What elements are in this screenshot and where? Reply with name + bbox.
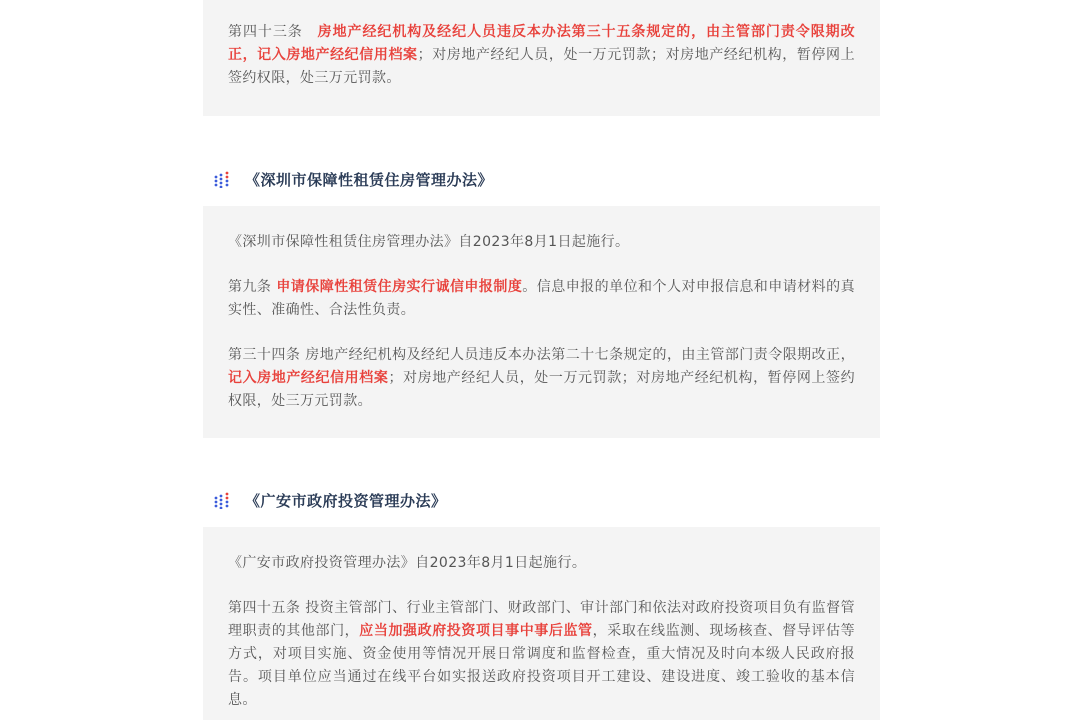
content-box-top bbox=[203, 0, 880, 116]
paragraph-article-45 bbox=[228, 597, 855, 712]
dots-icon bbox=[213, 170, 231, 188]
paragraph-effective-date: 《深圳市保障性租赁住房管理办法》自2023年8月1日起施行。 bbox=[228, 234, 630, 250]
highlight-text: 房地产经纪机构及经纪人员违反本办法第三十五条规定的，由主管部门责令限期改正，记入房地产经纪信用档案 bbox=[228, 24, 855, 63]
content-box-shenzhen bbox=[203, 206, 880, 438]
article-rest: 。信息申报的单位和个人对申报信息和申请材料的真实性、准确性、合法性负责。 bbox=[228, 279, 855, 318]
section-title: 《广安市政府投资管理办法》 bbox=[245, 491, 447, 510]
paragraph-article-43 bbox=[228, 21, 855, 90]
article-lead: 第四十五条 投资主管部门、行业主管部门、财政部门、审计部门和依法对政府投资项目负有监督管理职责的其他部门， bbox=[228, 600, 855, 639]
article-rest: ，采取在线监测、现场核查、督导评估等方式，对项目实施、资金使用等情况开展日常调度和监督检查，重大情况及时向本级人民政府报告。项目单位应当通过在线平台如实报送政府投资项目开工建设、建设进度、竣工验收的基本信息。 bbox=[228, 623, 856, 708]
highlight-text: 申请保障性租赁住房实行诚信申报制度 bbox=[276, 279, 523, 295]
highlight-text: 应当加强政府投资项目事中事后监管 bbox=[359, 623, 593, 639]
article-lead: 第九条 bbox=[228, 279, 277, 295]
content-box-guangan bbox=[203, 527, 880, 720]
paragraph-article-9 bbox=[228, 276, 855, 322]
paragraph-effective-date: 《广安市政府投资管理办法》自2023年8月1日起施行。 bbox=[228, 555, 587, 571]
article-rest: ；对房地产经纪人员，处一万元罚款；对房地产经纪机构，暂停网上签约权限，处三万元罚款。 bbox=[228, 47, 856, 86]
paragraph-article-34 bbox=[228, 344, 855, 413]
section-heading-guangan bbox=[213, 489, 447, 511]
article-rest: ；对房地产经纪人员，处一万元罚款；对房地产经纪机构，暂停网上签约权限，处三万元罚款。 bbox=[228, 370, 855, 409]
dots-icon bbox=[213, 491, 231, 509]
section-heading-shenzhen bbox=[213, 168, 493, 190]
article-lead: 第三十四条 房地产经纪机构及经纪人员违反本办法第二十七条规定的，由主管部门责令限期改正， bbox=[228, 347, 855, 363]
section-title: 《深圳市保障性租赁住房管理办法》 bbox=[245, 170, 494, 189]
highlight-text: 记入房地产经纪信用档案 bbox=[228, 370, 389, 386]
article-lead: 第四十三条 bbox=[228, 24, 318, 40]
